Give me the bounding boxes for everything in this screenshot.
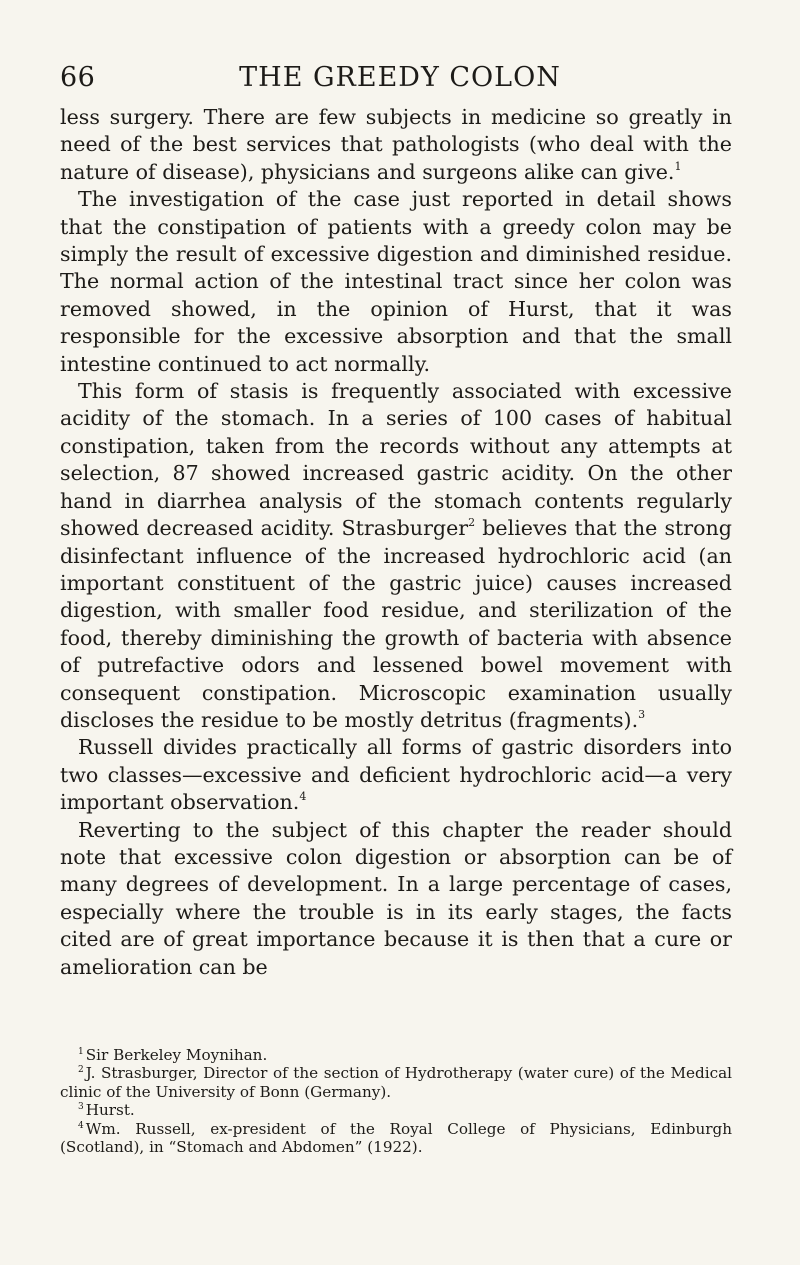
footnote-text: Sir Berkeley Moynihan. (85, 1046, 268, 1064)
page-number: 66 (60, 62, 96, 93)
footnote-3 (60, 1101, 732, 1119)
footnote-number: 1 (78, 1047, 84, 1057)
running-title: THE GREEDY COLON (239, 62, 561, 93)
page-header (60, 62, 740, 102)
paragraph-5 (60, 817, 732, 981)
footnote-text: Wm. Russell, ex-president of the Royal College of Physicians, Edinburgh (Scotland), in “Stomach and Abdomen” (1922). (60, 1119, 732, 1157)
footnote-marker: 1 (674, 159, 682, 173)
paragraph-text: believes that the strong disinfectant influence of the increased hydrochloric acid (an important constituent of the gastric juice) causes increased digestion, with smaller food residue, and sterilization of the food, thereby diminishing the growth of bacteria with absence of putrefactive odors and lessened bowel movement with consequent constipation. Microscopic examination usually discloses the residue to be mostly detritus (fragments). (60, 516, 732, 732)
paragraph-text: The investigation of the case just reported in detail shows that the constipation of patients with a greedy colon may be simply the result of excessive digestion and diminished residue. The normal action of the intestinal tract since her colon was removed showed, in the opinion of Hurst, that it was responsible for the excessive absorption and that the small intestine continued to act normally. (60, 187, 732, 376)
body-text (60, 104, 732, 981)
footnote-number: 2 (78, 1065, 84, 1076)
footnote-marker: 4 (299, 790, 307, 804)
paragraph-text: Reverting to the subject of this chapter the reader should note that excessive colon digestion or absorption can be of many degrees of development. In a large percentage of cases, especially where the trouble is in its early stages, the facts cited are of great importance because it is then that a cure or amelioration can be (60, 817, 732, 979)
footnote-number: 3 (78, 1102, 84, 1113)
footnote-1 (60, 1046, 732, 1064)
paragraph-3 (60, 378, 732, 734)
footnote-text: Hurst. (85, 1101, 135, 1120)
footnote-number: 4 (78, 1120, 84, 1131)
paragraph-2 (60, 186, 732, 378)
paragraph-1 (60, 104, 732, 186)
footnotes (60, 1046, 732, 1156)
paragraph-text: less surgery. There are few subjects in medicine so greatly in need of the best services that pathologists (who deal with the nature of disease), physicians and surgeons alike can give. (60, 105, 732, 184)
paragraph-4 (60, 734, 732, 816)
paragraph-text: Russell divides practically all forms of gastric disorders into two classes—excessive and deficient hydrochloric acid—a very important observation. (60, 735, 732, 815)
paragraph-text: This form of stasis is frequently associated with excessive acidity of the stomach. In a series of 100 cases of habitual constipation, taken from the records without any attempts at selection, 87 showed increased gastric acidity. On the other hand in diarrhea analysis of the stomach contents regularly showed decreased acidity. Strasburger (60, 379, 732, 541)
footnote-marker: 3 (638, 707, 646, 721)
footnote-4 (60, 1120, 732, 1157)
footnote-text: J. Strasburger, Director of the section of Hydrotherapy (water cure) of the Medical clinic of the University of Bonn (Germany). (60, 1064, 732, 1101)
footnote-marker: 2 (468, 516, 476, 530)
footnote-2 (60, 1064, 732, 1101)
